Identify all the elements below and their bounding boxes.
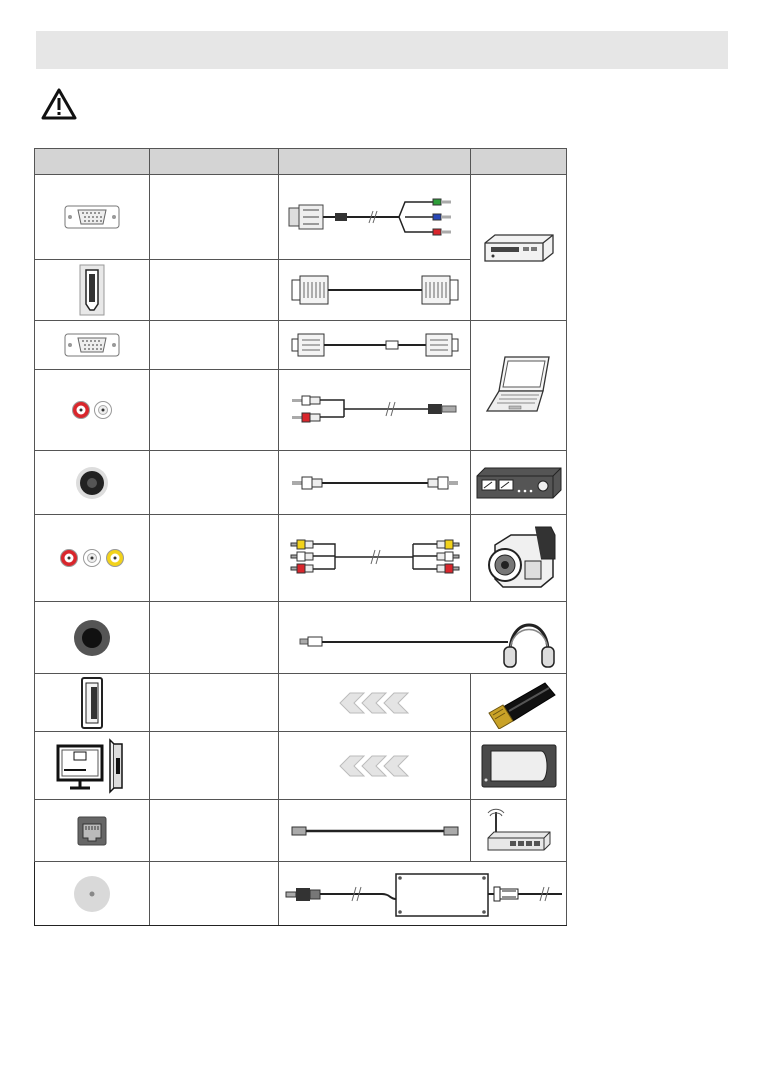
hdmi-cable-icon bbox=[290, 272, 460, 308]
cable-cell bbox=[279, 175, 471, 260]
warning-icon bbox=[40, 87, 78, 121]
router-icon bbox=[484, 808, 554, 854]
cable-cell bbox=[279, 800, 471, 862]
connector-cell bbox=[35, 451, 150, 515]
cable-cell bbox=[279, 451, 471, 515]
connector-cell bbox=[35, 260, 150, 321]
table-row bbox=[35, 732, 567, 800]
type-cell bbox=[150, 451, 279, 515]
cable-cell bbox=[279, 321, 471, 370]
connector-cell bbox=[35, 674, 150, 732]
dc-power-port-icon bbox=[73, 875, 111, 913]
coaxial-port-icon bbox=[75, 466, 109, 500]
type-cell bbox=[150, 370, 279, 451]
type-cell bbox=[150, 602, 279, 674]
table-row bbox=[35, 321, 567, 370]
insert-arrows-icon bbox=[338, 692, 412, 714]
device-cell bbox=[471, 451, 567, 515]
table-row bbox=[35, 451, 567, 515]
type-cell bbox=[150, 515, 279, 602]
dvd-player-icon bbox=[481, 231, 557, 265]
rca-audio-port-icon bbox=[71, 399, 113, 421]
laptop-icon bbox=[485, 355, 553, 417]
table-row bbox=[35, 602, 567, 674]
table-row bbox=[35, 800, 567, 862]
table-row bbox=[35, 175, 567, 260]
type-cell bbox=[150, 862, 279, 926]
insert-arrows-icon bbox=[338, 755, 412, 777]
connector-cell bbox=[35, 515, 150, 602]
vga-port-icon bbox=[64, 203, 120, 231]
device-cell bbox=[471, 800, 567, 862]
cable-cell bbox=[279, 674, 471, 732]
vga-port-icon bbox=[64, 331, 120, 359]
type-cell bbox=[150, 732, 279, 800]
vga-to-component-cable-icon bbox=[287, 196, 463, 238]
composite-av-cable-icon bbox=[289, 537, 461, 579]
hdmi-port-icon bbox=[79, 264, 105, 316]
header-type bbox=[150, 149, 279, 175]
ethernet-cable-icon bbox=[290, 824, 460, 838]
header-device bbox=[471, 149, 567, 175]
headphones-icon bbox=[288, 605, 558, 671]
rca-to-jack-cable-icon bbox=[290, 392, 460, 428]
cable-cell bbox=[279, 515, 471, 602]
device-cell bbox=[471, 175, 567, 321]
table-row bbox=[35, 674, 567, 732]
headphone-jack-icon bbox=[73, 619, 111, 657]
type-cell bbox=[150, 175, 279, 260]
device-cell bbox=[471, 515, 567, 602]
cable-cell bbox=[279, 370, 471, 451]
section-banner bbox=[36, 31, 728, 69]
ci-slot-icon bbox=[56, 738, 128, 794]
device-cell bbox=[471, 732, 567, 800]
usb-port-icon bbox=[81, 677, 103, 729]
type-cell bbox=[150, 674, 279, 732]
connector-cell bbox=[35, 321, 150, 370]
connector-cell bbox=[35, 370, 150, 451]
header-connector bbox=[35, 149, 150, 175]
table-header-row bbox=[35, 149, 567, 175]
header-cables bbox=[279, 149, 471, 175]
connector-cell bbox=[35, 175, 150, 260]
ethernet-port-icon bbox=[77, 816, 107, 846]
amplifier-icon bbox=[475, 466, 563, 500]
vga-cable-icon bbox=[290, 330, 460, 360]
cable-device-cell bbox=[279, 602, 567, 674]
cam-module-icon bbox=[481, 744, 557, 788]
type-cell bbox=[150, 800, 279, 862]
usb-stick-icon bbox=[479, 677, 559, 729]
cable-cell bbox=[279, 260, 471, 321]
device-cell bbox=[471, 321, 567, 451]
coaxial-cable-icon bbox=[290, 473, 460, 493]
connector-cell bbox=[35, 602, 150, 674]
camcorder-icon bbox=[481, 521, 557, 595]
type-cell bbox=[150, 260, 279, 321]
table-row bbox=[35, 515, 567, 602]
device-cell bbox=[471, 674, 567, 732]
power-adapter-icon bbox=[282, 869, 564, 919]
composite-av-port-icon bbox=[59, 547, 125, 569]
table-row bbox=[35, 862, 567, 926]
cable-device-cell bbox=[279, 862, 567, 926]
type-cell bbox=[150, 321, 279, 370]
connection-table bbox=[34, 148, 567, 926]
connector-cell bbox=[35, 862, 150, 926]
connector-cell bbox=[35, 732, 150, 800]
connector-cell bbox=[35, 800, 150, 862]
cable-cell bbox=[279, 732, 471, 800]
